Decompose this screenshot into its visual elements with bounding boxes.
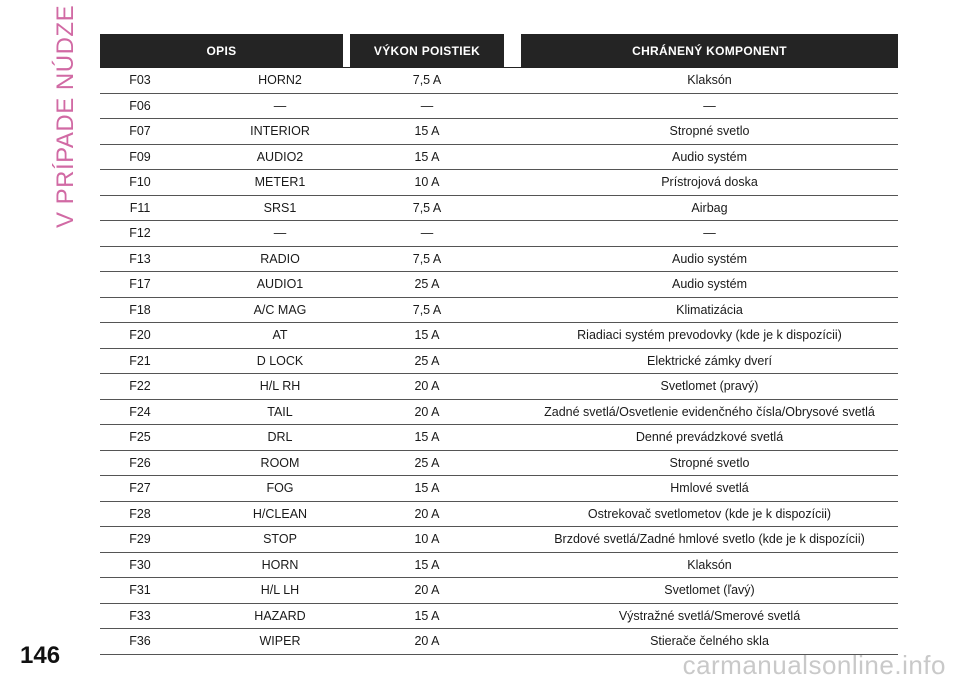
fuse-rating-cell: 25 A bbox=[414, 277, 440, 292]
table-row bbox=[100, 298, 898, 324]
fuse-label-cell: INTERIOR bbox=[250, 124, 310, 139]
protected-component-cell: — bbox=[703, 98, 716, 113]
protected-component-cell: Ostrekovač svetlometov (kde je k dispozícii) bbox=[587, 506, 832, 521]
fuse-label-cell: RADIO bbox=[260, 251, 300, 266]
protected-component-cell: Klaksón bbox=[687, 557, 732, 572]
protected-component-cell: Audio systém bbox=[671, 277, 748, 292]
fuse-rating-cell: 7,5 A bbox=[412, 251, 442, 266]
fuse-label-cell: ROOM bbox=[260, 455, 300, 470]
protected-component-cell: Brzdové svetlá/Zadné hmlové svetlo (kde je k dispozícii) bbox=[554, 532, 865, 547]
fuse-rating-cell: 7,5 A bbox=[412, 73, 442, 88]
fuse-rating-cell: 15 A bbox=[414, 149, 440, 164]
fuse-label-cell: FOG bbox=[266, 481, 294, 496]
table-row bbox=[100, 400, 898, 426]
fuse-rating-cell: 20 A bbox=[414, 506, 440, 521]
protected-component-cell: Klaksón bbox=[687, 73, 732, 88]
table-row bbox=[100, 323, 898, 349]
protected-component-cell: Svetlomet (ľavý) bbox=[664, 583, 755, 598]
protected-component-cell: Elektrické zámky dverí bbox=[646, 353, 773, 368]
protected-component-cell: Audio systém bbox=[671, 149, 748, 164]
fuse-rating-cell: 25 A bbox=[414, 353, 440, 368]
fuse-label-cell: TAIL bbox=[267, 404, 293, 419]
table-row bbox=[100, 374, 898, 400]
fuse-label-cell: AUDIO2 bbox=[256, 149, 304, 164]
table-row bbox=[100, 553, 898, 579]
fuse-id-cell: F24 bbox=[129, 404, 151, 419]
table-row bbox=[100, 476, 898, 502]
fuse-rating-cell: 10 A bbox=[414, 175, 440, 190]
protected-component-cell: Stierače čelného skla bbox=[650, 634, 769, 649]
fuse-label-cell: H/CLEAN bbox=[252, 506, 308, 521]
protected-component-cell: Hmlové svetlá bbox=[670, 481, 749, 496]
fuse-rating-cell: 10 A bbox=[414, 532, 440, 547]
fuse-rating-cell: 7,5 A bbox=[412, 200, 442, 215]
fuse-id-cell: F22 bbox=[129, 379, 151, 394]
table-row bbox=[100, 94, 898, 120]
table-row bbox=[100, 67, 898, 94]
fuse-id-cell: F06 bbox=[129, 98, 151, 113]
fuse-rating-cell: 20 A bbox=[414, 634, 440, 649]
fuse-id-cell: F26 bbox=[129, 455, 151, 470]
table-row bbox=[100, 527, 898, 553]
fuse-rating-cell: 20 A bbox=[414, 404, 440, 419]
fuse-rating-cell: 15 A bbox=[414, 430, 440, 445]
protected-component-cell: — bbox=[703, 226, 716, 241]
protected-component-cell: Prístrojová doska bbox=[661, 175, 758, 190]
table-header bbox=[100, 34, 898, 67]
table-body bbox=[100, 67, 898, 655]
table-row bbox=[100, 119, 898, 145]
fuse-label-cell: HORN bbox=[261, 557, 299, 572]
fuse-id-cell: F20 bbox=[129, 328, 151, 343]
protected-component-cell: Klimatizácia bbox=[676, 302, 743, 317]
fuse-label-cell: AT bbox=[272, 328, 288, 343]
fuse-rating-cell: 25 A bbox=[414, 455, 440, 470]
fuse-rating-cell: 20 A bbox=[414, 379, 440, 394]
fuse-rating-cell: 7,5 A bbox=[412, 302, 442, 317]
header-description: OPIS bbox=[100, 34, 343, 67]
fuse-label-cell: A/C MAG bbox=[253, 302, 307, 317]
table-row bbox=[100, 272, 898, 298]
table-row bbox=[100, 578, 898, 604]
protected-component-cell: Zadné svetlá/Osvetlenie evidenčného čísla/Obrysové svetlá bbox=[544, 404, 875, 419]
fuse-rating-cell: 15 A bbox=[414, 481, 440, 496]
fuse-label-cell: H/L RH bbox=[259, 379, 301, 394]
fuse-id-cell: F11 bbox=[129, 200, 151, 215]
protected-component-cell: Stropné svetlo bbox=[669, 455, 750, 470]
fuse-label-cell: SRS1 bbox=[263, 200, 297, 215]
protected-component-cell: Stropné svetlo bbox=[669, 124, 750, 139]
fuse-id-cell: F09 bbox=[129, 149, 151, 164]
fuse-label-cell: METER1 bbox=[254, 175, 306, 190]
protected-component-cell: Výstražné svetlá/Smerové svetlá bbox=[618, 608, 801, 623]
fuse-id-cell: F10 bbox=[129, 175, 151, 190]
fuse-id-cell: F27 bbox=[129, 481, 151, 496]
table-row bbox=[100, 247, 898, 273]
protected-component-cell: Svetlomet (pravý) bbox=[660, 379, 759, 394]
fuse-rating-cell: 15 A bbox=[414, 557, 440, 572]
fuse-id-cell: F12 bbox=[129, 226, 151, 241]
fuse-rating-cell: 20 A bbox=[414, 583, 440, 598]
fuse-id-cell: F30 bbox=[129, 557, 151, 572]
table-row bbox=[100, 502, 898, 528]
fuse-id-cell: F36 bbox=[129, 634, 151, 649]
fuse-id-cell: F03 bbox=[129, 73, 151, 88]
fuse-id-cell: F21 bbox=[129, 353, 151, 368]
table-row bbox=[100, 425, 898, 451]
fuse-id-cell: F25 bbox=[129, 430, 151, 445]
protected-component-cell: Denné prevádzkové svetlá bbox=[635, 430, 784, 445]
fuse-id-cell: F13 bbox=[129, 251, 151, 266]
table-row bbox=[100, 196, 898, 222]
protected-component-cell: Airbag bbox=[691, 200, 728, 215]
fuse-id-cell: F17 bbox=[129, 277, 151, 292]
protected-component-cell: Audio systém bbox=[671, 251, 748, 266]
watermark: carmanualsonline.info bbox=[682, 650, 946, 680]
fuse-label-cell: HAZARD bbox=[254, 608, 306, 623]
fuse-table bbox=[100, 34, 898, 655]
header-protected-component: CHRÁNENÝ KOMPONENT bbox=[521, 34, 898, 67]
fuse-id-cell: F33 bbox=[129, 608, 151, 623]
fuse-id-cell: F29 bbox=[129, 532, 151, 547]
fuse-rating-cell: — bbox=[420, 226, 434, 241]
fuse-label-cell: DRL bbox=[267, 430, 293, 445]
fuse-id-cell: F18 bbox=[129, 302, 151, 317]
table-row bbox=[100, 221, 898, 247]
fuse-label-cell: — bbox=[273, 98, 287, 113]
fuse-label-cell: WIPER bbox=[259, 634, 301, 649]
fuse-label-cell: D LOCK bbox=[256, 353, 304, 368]
fuse-id-cell: F07 bbox=[129, 124, 151, 139]
table-row bbox=[100, 451, 898, 477]
section-title: V PRÍPADE NÚDZE bbox=[52, 4, 79, 228]
table-row bbox=[100, 145, 898, 171]
fuse-label-cell: HORN2 bbox=[258, 73, 302, 88]
fuse-id-cell: F31 bbox=[129, 583, 151, 598]
fuse-id-cell: F28 bbox=[129, 506, 151, 521]
fuse-label-cell: STOP bbox=[263, 532, 297, 547]
fuse-rating-cell: — bbox=[420, 98, 434, 113]
table-row bbox=[100, 604, 898, 630]
table-row bbox=[100, 170, 898, 196]
page-number: 146 bbox=[20, 642, 61, 669]
fuse-rating-cell: 15 A bbox=[414, 608, 440, 623]
header-fuse-rating: VÝKON POISTIEK bbox=[350, 34, 504, 67]
fuse-rating-cell: 15 A bbox=[414, 124, 440, 139]
fuse-label-cell: — bbox=[273, 226, 287, 241]
fuse-rating-cell: 15 A bbox=[414, 328, 440, 343]
fuse-label-cell: H/L LH bbox=[260, 583, 300, 598]
table-row bbox=[100, 349, 898, 375]
protected-component-cell: Riadiaci systém prevodovky (kde je k dispozícii) bbox=[577, 328, 842, 343]
fuse-label-cell: AUDIO1 bbox=[256, 277, 304, 292]
